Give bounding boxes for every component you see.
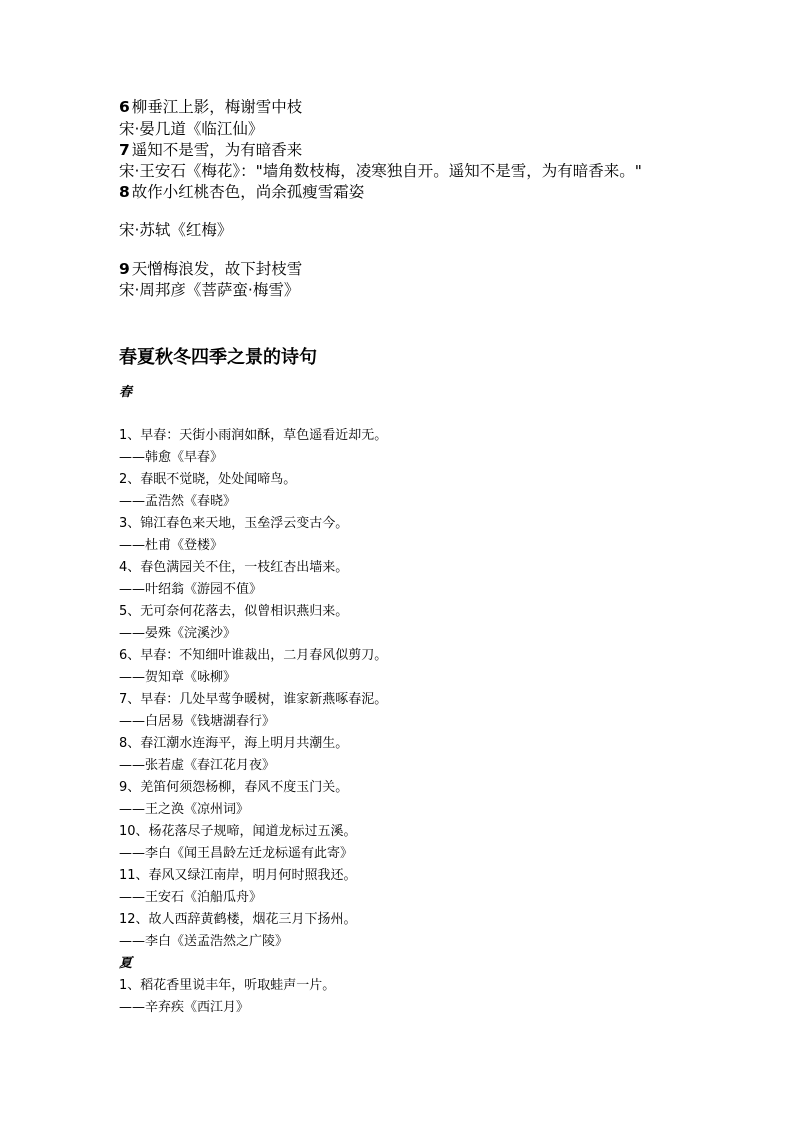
- spring-verse: 7、早春：几处早莺争暖树，谁家新燕啄春泥。: [119, 692, 388, 707]
- verse-text: 故作小红桃杏色，尚余孤瘦雪霜姿: [131, 183, 365, 201]
- plum-source-7: 宋·王安石《梅花》："墙角数枝梅，凌寒独自开。遥知不是雪，为有暗香来。": [119, 162, 642, 180]
- spring-author: ——杜甫《登楼》: [119, 538, 224, 553]
- spring-author: ——王之涣《凉州词》: [119, 802, 250, 817]
- summer-author: ——辛弃疾《西江月》: [119, 1000, 250, 1015]
- spring-verse: 10、杨花落尽子规啼，闻道龙标过五溪。: [119, 824, 357, 839]
- plum-verse-9: [119, 259, 302, 279]
- spring-verse: 6、早春：不知细叶谁裁出，二月春风似剪刀。: [119, 648, 388, 663]
- spring-verse: 8、春江潮水连海平，海上明月共潮生。: [119, 736, 349, 751]
- plum-source-9: 宋·周邦彦《菩萨蛮·梅雪》: [119, 281, 300, 299]
- season-label-summer: 夏: [119, 956, 133, 971]
- spring-verse: 2、春眠不觉晓，处处闻啼鸟。: [119, 472, 297, 487]
- spring-author: ——李白《送孟浩然之广陵》: [119, 934, 289, 949]
- spring-verse: 9、羌笛何须怨杨柳，春风不度玉门关。: [119, 780, 349, 795]
- spring-author: ——李白《闻王昌龄左迁龙标遥有此寄》: [119, 846, 354, 861]
- spring-verse: 1、早春：天街小雨润如酥，草色遥看近却无。: [119, 428, 388, 443]
- plum-source-8: 宋·苏轼《红梅》: [119, 221, 233, 239]
- verse-number: 7: [119, 141, 130, 159]
- spring-author: ——张若虚《春江花月夜》: [119, 758, 276, 773]
- spring-verse: 4、春色满园关不住，一枝红杏出墙来。: [119, 560, 349, 575]
- spring-verse: 3、锦江春色来天地，玉垒浮云变古今。: [119, 516, 349, 531]
- plum-verse-8: [119, 182, 364, 202]
- spring-author: ——贺知章《咏柳》: [119, 670, 237, 685]
- verse-text: 柳垂江上影，梅谢雪中枝: [131, 98, 303, 116]
- section-title: 春夏秋冬四季之景的诗句: [119, 347, 317, 368]
- spring-verse: 11、春风又绿江南岸，明月何时照我还。: [119, 868, 357, 883]
- verse-number: 8: [119, 183, 130, 201]
- spring-verse: 12、故人西辞黄鹤楼，烟花三月下扬州。: [119, 912, 357, 927]
- verse-number: 9: [119, 260, 130, 278]
- verse-number: 6: [119, 98, 130, 116]
- spring-author: ——孟浩然《春晓》: [119, 494, 237, 509]
- plum-verse-7: [119, 140, 302, 160]
- summer-verse: 1、稻花香里说丰年，听取蛙声一片。: [119, 978, 336, 993]
- plum-verse-6: [119, 97, 302, 117]
- spring-author: ——王安石《泊船瓜舟》: [119, 890, 263, 905]
- spring-verse: 5、无可奈何花落去，似曾相识燕归来。: [119, 604, 349, 619]
- plum-source-6: 宋·晏几道《临江仙》: [119, 120, 264, 138]
- spring-author: ——韩愈《早春》: [119, 450, 224, 465]
- season-label-spring: 春: [119, 385, 133, 400]
- spring-author: ——晏殊《浣溪沙》: [119, 626, 237, 641]
- spring-author: ——叶绍翁《游园不值》: [119, 582, 263, 597]
- verse-text: 遥知不是雪，为有暗香来: [131, 141, 303, 159]
- spring-author: ——白居易《钱塘湖春行》: [119, 714, 276, 729]
- verse-text: 天憎梅浪发，故下封枝雪: [131, 260, 303, 278]
